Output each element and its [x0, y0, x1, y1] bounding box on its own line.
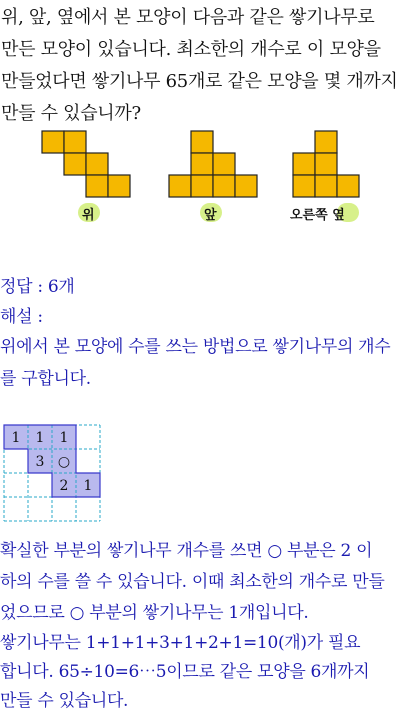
explain-title: 해설 :	[0, 307, 43, 327]
answer-line: 정답 : 6개	[0, 277, 75, 297]
side-view-label: 오른쪽 옆	[290, 208, 345, 223]
body-line-3: 었으므로 ○ 부분의 쌓기나무는 1개입니다.	[0, 603, 309, 623]
question-line-2: 만든 모양이 있습니다. 최소한의 개수로 이 모양을	[1, 39, 381, 60]
question-line-3: 만들었다면 쌓기나무 65개로 같은 모양을 몇 개까지	[1, 71, 398, 92]
grid-cell-6: 2	[59, 478, 69, 494]
explain-line-2: 를 구합니다.	[0, 369, 91, 389]
body-line-4: 쌓기나무는 1+1+1+3+1+2+1=10(개)가 필요	[0, 633, 361, 653]
body-line-1: 확실한 부분의 쌓기나무 개수를 쓰면 ○ 부분은 2 이	[0, 541, 373, 561]
grid-cell-7: 1	[83, 478, 93, 494]
grid-cell-2: 1	[35, 430, 45, 446]
grid-cell-3: 1	[59, 430, 69, 446]
explain-line-1: 위에서 본 모양에 수를 쓰는 방법으로 쌓기나무의 개수	[0, 337, 391, 357]
top-view	[42, 131, 130, 197]
question-line-4: 만들 수 있습니까?	[1, 103, 141, 124]
grid-cell-circle: ○	[57, 454, 71, 470]
side-view	[293, 131, 359, 197]
top-view-label: 위	[82, 208, 95, 223]
body-line-5: 합니다. 65÷10=6⋯5이므로 같은 모양을 6개까지	[0, 662, 370, 682]
question-line-1: 위, 앞, 옆에서 본 모양이 다음과 같은 쌓기나무로	[1, 7, 375, 28]
front-view	[169, 131, 257, 197]
body-line-6: 만들 수 있습니다.	[0, 691, 129, 711]
top-view-number-grid	[0, 420, 110, 530]
body-line-2: 하의 수를 쓸 수 있습니다. 이때 최소한의 개수로 만들	[0, 572, 385, 592]
grid-cell-4: 3	[35, 454, 45, 470]
grid-cell-1: 1	[11, 430, 21, 446]
front-view-label: 앞	[204, 208, 217, 223]
